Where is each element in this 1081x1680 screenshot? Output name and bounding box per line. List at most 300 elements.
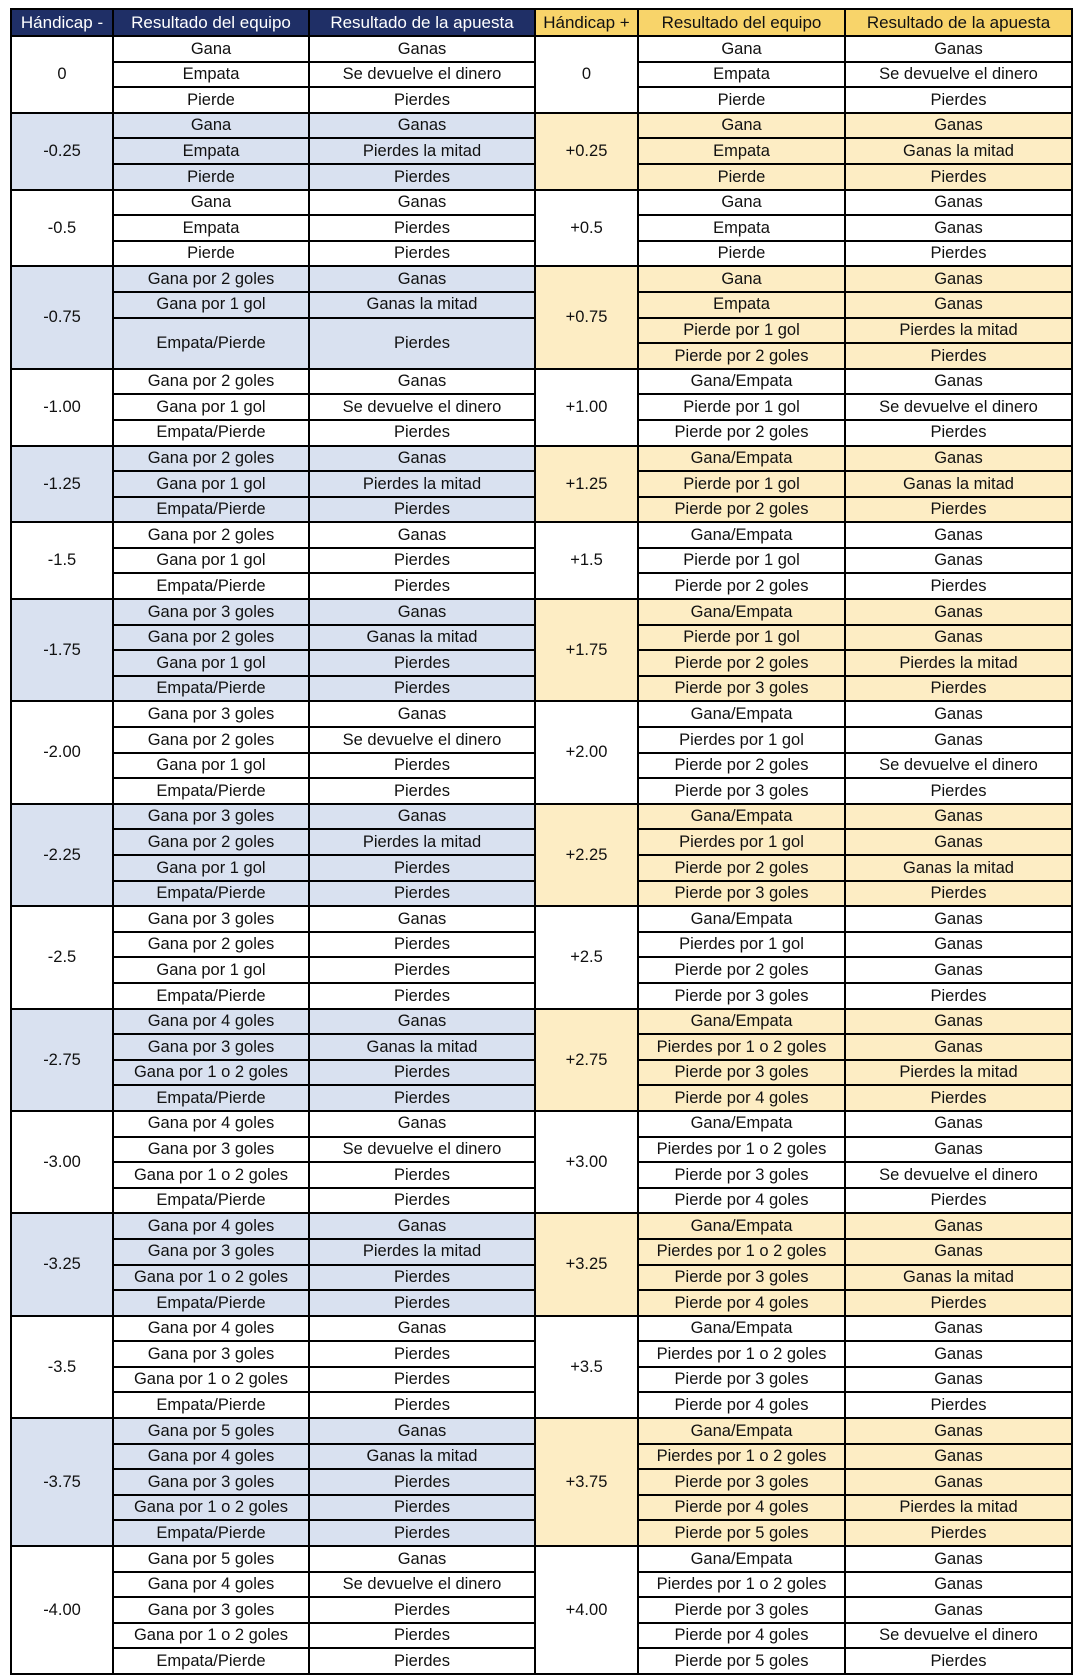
positive-bet-result: Ganas	[845, 1111, 1072, 1137]
negative-bet-result: Pierdes	[309, 1495, 535, 1521]
negative-team-result: Gana por 1 o 2 goles	[113, 1367, 309, 1393]
positive-handicap-value: 0	[535, 36, 638, 113]
negative-team-result: Gana por 1 o 2 goles	[113, 1495, 309, 1521]
positive-bet-result: Pierdes	[845, 881, 1072, 907]
negative-team-result: Gana por 4 goles	[113, 1009, 309, 1035]
positive-team-result: Pierdes por 1 o 2 goles	[638, 1034, 845, 1060]
positive-team-result: Gana/Empata	[638, 369, 845, 395]
positive-team-result: Pierde por 3 goles	[638, 983, 845, 1009]
negative-bet-result: Pierdes	[309, 1367, 535, 1393]
negative-team-result: Gana por 4 goles	[113, 1444, 309, 1470]
header-negative-bet-result: Resultado de la apuesta	[309, 9, 535, 36]
table-row	[11, 266, 1072, 292]
positive-team-result: Gana	[638, 266, 845, 292]
positive-team-result: Pierde	[638, 87, 845, 113]
positive-team-result: Pierdes por 1 gol	[638, 727, 845, 753]
positive-handicap-value: +2.5	[535, 906, 638, 1008]
positive-team-result: Gana/Empata	[638, 446, 845, 472]
negative-bet-result: Ganas	[309, 701, 535, 727]
negative-team-result: Empata/Pierde	[113, 1188, 309, 1214]
positive-team-result: Gana	[638, 190, 845, 216]
negative-bet-result: Ganas la mitad	[309, 625, 535, 651]
positive-handicap-value: +1.25	[535, 446, 638, 523]
negative-team-result: Gana por 1 o 2 goles	[113, 1623, 309, 1649]
positive-bet-result: Se devuelve el dinero	[845, 753, 1072, 779]
negative-team-result: Gana por 2 goles	[113, 522, 309, 548]
positive-team-result: Pierde por 4 goles	[638, 1290, 845, 1316]
negative-bet-result: Se devuelve el dinero	[309, 62, 535, 88]
positive-team-result: Pierdes por 1 o 2 goles	[638, 1341, 845, 1367]
negative-bet-result: Pierdes	[309, 881, 535, 907]
positive-bet-result: Pierdes	[845, 1392, 1072, 1418]
positive-bet-result: Pierdes	[845, 778, 1072, 804]
positive-team-result: Pierde por 2 goles	[638, 573, 845, 599]
negative-team-result: Empata/Pierde	[113, 1648, 309, 1674]
positive-bet-result: Pierdes	[845, 1290, 1072, 1316]
positive-team-result: Gana/Empata	[638, 701, 845, 727]
positive-handicap-value: +3.5	[535, 1316, 638, 1418]
negative-team-result: Empata	[113, 215, 309, 241]
negative-handicap-value: -1.25	[11, 446, 113, 523]
negative-bet-result: Ganas	[309, 1418, 535, 1444]
negative-bet-result: Ganas	[309, 1546, 535, 1572]
negative-handicap-value: -1.5	[11, 522, 113, 599]
negative-handicap-value: -3.00	[11, 1111, 113, 1213]
negative-bet-result: Pierdes	[309, 548, 535, 574]
positive-bet-result: Pierdes	[845, 1648, 1072, 1674]
positive-team-result: Pierde por 5 goles	[638, 1648, 845, 1674]
positive-team-result: Pierde por 2 goles	[638, 957, 845, 983]
negative-bet-result: Ganas la mitad	[309, 292, 535, 318]
positive-team-result: Pierde por 1 gol	[638, 625, 845, 651]
positive-team-result: Gana	[638, 113, 845, 139]
positive-bet-result: Ganas	[845, 1546, 1072, 1572]
positive-team-result: Pierdes por 1 o 2 goles	[638, 1444, 845, 1470]
positive-team-result: Pierde por 3 goles	[638, 1597, 845, 1623]
negative-team-result: Gana por 1 gol	[113, 292, 309, 318]
header-row	[11, 9, 1072, 36]
negative-bet-result: Pierdes	[309, 1085, 535, 1111]
negative-team-result: Gana	[113, 113, 309, 139]
negative-bet-result: Pierdes	[309, 1520, 535, 1546]
positive-team-result: Gana/Empata	[638, 522, 845, 548]
negative-team-result: Gana	[113, 36, 309, 62]
negative-bet-result: Pierdes	[309, 1060, 535, 1086]
negative-bet-result: Pierdes	[309, 650, 535, 676]
negative-bet-result: Ganas	[309, 599, 535, 625]
negative-handicap-value: -1.75	[11, 599, 113, 701]
negative-team-result: Empata/Pierde	[113, 1392, 309, 1418]
negative-team-result: Gana por 1 gol	[113, 471, 309, 497]
negative-team-result: Gana por 3 goles	[113, 1469, 309, 1495]
positive-handicap-value: +4.00	[535, 1546, 638, 1674]
positive-bet-result: Ganas	[845, 522, 1072, 548]
negative-bet-result: Pierdes	[309, 932, 535, 958]
negative-team-result: Empata/Pierde	[113, 420, 309, 446]
positive-bet-result: Ganas	[845, 1469, 1072, 1495]
positive-team-result: Pierde por 2 goles	[638, 855, 845, 881]
positive-team-result: Gana/Empata	[638, 1418, 845, 1444]
positive-bet-result: Ganas la mitad	[845, 1265, 1072, 1291]
positive-bet-result: Ganas	[845, 36, 1072, 62]
negative-team-result: Gana por 2 goles	[113, 266, 309, 292]
positive-bet-result: Ganas la mitad	[845, 471, 1072, 497]
negative-bet-result: Pierdes	[309, 1290, 535, 1316]
positive-bet-result: Ganas	[845, 113, 1072, 139]
positive-bet-result: Pierdes	[845, 87, 1072, 113]
positive-bet-result: Se devuelve el dinero	[845, 1623, 1072, 1649]
positive-bet-result: Pierdes	[845, 164, 1072, 190]
positive-bet-result: Pierdes	[845, 241, 1072, 267]
positive-handicap-value: +2.75	[535, 1009, 638, 1111]
negative-team-result: Gana por 3 goles	[113, 1034, 309, 1060]
negative-team-result: Pierde	[113, 164, 309, 190]
negative-team-result: Empata/Pierde	[113, 573, 309, 599]
positive-team-result: Pierde por 3 goles	[638, 778, 845, 804]
negative-team-result: Empata	[113, 138, 309, 164]
negative-team-result: Gana por 5 goles	[113, 1546, 309, 1572]
positive-bet-result: Ganas	[845, 1213, 1072, 1239]
positive-bet-result: Se devuelve el dinero	[845, 1162, 1072, 1188]
negative-bet-result: Pierdes	[309, 420, 535, 446]
negative-bet-result: Pierdes	[309, 1162, 535, 1188]
negative-team-result: Empata/Pierde	[113, 881, 309, 907]
positive-team-result: Gana/Empata	[638, 1316, 845, 1342]
positive-team-result: Pierde por 3 goles	[638, 1469, 845, 1495]
header-positive-team-result: Resultado del equipo	[638, 9, 845, 36]
positive-bet-result: Ganas	[845, 1418, 1072, 1444]
table-row	[11, 804, 1072, 830]
table-row	[11, 36, 1072, 62]
negative-team-result: Gana por 3 goles	[113, 906, 309, 932]
positive-team-result: Pierde por 1 gol	[638, 318, 845, 344]
negative-team-result: Gana por 2 goles	[113, 727, 309, 753]
negative-bet-result: Pierdes	[309, 573, 535, 599]
positive-team-result: Empata	[638, 62, 845, 88]
positive-bet-result: Ganas	[845, 369, 1072, 395]
negative-handicap-value: -1.00	[11, 369, 113, 446]
positive-bet-result: Ganas	[845, 1239, 1072, 1265]
positive-team-result: Pierde por 3 goles	[638, 1265, 845, 1291]
table-row	[11, 1111, 1072, 1137]
positive-team-result: Pierde por 3 goles	[638, 1162, 845, 1188]
negative-handicap-value: -2.25	[11, 804, 113, 906]
negative-bet-result: Pierdes	[309, 215, 535, 241]
table-row	[11, 522, 1072, 548]
table-row	[11, 906, 1072, 932]
negative-handicap-value: -2.75	[11, 1009, 113, 1111]
positive-bet-result: Ganas	[845, 906, 1072, 932]
positive-team-result: Pierde por 2 goles	[638, 497, 845, 523]
negative-team-result: Gana por 3 goles	[113, 1597, 309, 1623]
positive-team-result: Pierde por 3 goles	[638, 676, 845, 702]
positive-team-result: Pierdes por 1 gol	[638, 829, 845, 855]
positive-handicap-value: +2.25	[535, 804, 638, 906]
positive-team-result: Gana	[638, 36, 845, 62]
negative-bet-result: Pierdes	[309, 778, 535, 804]
negative-team-result: Empata/Pierde	[113, 318, 309, 369]
negative-bet-result: Ganas	[309, 190, 535, 216]
positive-bet-result: Ganas	[845, 727, 1072, 753]
handicap-table	[10, 8, 1073, 1675]
positive-bet-result: Pierdes la mitad	[845, 318, 1072, 344]
positive-bet-result: Se devuelve el dinero	[845, 62, 1072, 88]
negative-bet-result: Pierdes	[309, 753, 535, 779]
negative-handicap-value: -0.25	[11, 113, 113, 190]
negative-team-result: Empata	[113, 62, 309, 88]
positive-team-result: Pierdes por 1 o 2 goles	[638, 1137, 845, 1163]
negative-handicap-value: -4.00	[11, 1546, 113, 1674]
negative-bet-result: Ganas	[309, 113, 535, 139]
negative-bet-result: Pierdes la mitad	[309, 471, 535, 497]
positive-bet-result: Ganas	[845, 1341, 1072, 1367]
negative-bet-result: Pierdes	[309, 497, 535, 523]
positive-bet-result: Ganas	[845, 548, 1072, 574]
negative-bet-result: Pierdes	[309, 241, 535, 267]
positive-team-result: Pierde por 3 goles	[638, 881, 845, 907]
positive-team-result: Pierde	[638, 164, 845, 190]
negative-team-result: Gana por 3 goles	[113, 701, 309, 727]
negative-team-result: Gana por 1 gol	[113, 394, 309, 420]
negative-handicap-value: -0.5	[11, 190, 113, 267]
positive-team-result: Gana/Empata	[638, 1111, 845, 1137]
positive-bet-result: Pierdes la mitad	[845, 1060, 1072, 1086]
negative-team-result: Gana por 3 goles	[113, 1239, 309, 1265]
negative-team-result: Gana por 1 gol	[113, 855, 309, 881]
positive-team-result: Pierdes por 1 o 2 goles	[638, 1572, 845, 1598]
positive-bet-result: Ganas	[845, 1034, 1072, 1060]
negative-bet-result: Se devuelve el dinero	[309, 1137, 535, 1163]
negative-team-result: Empata/Pierde	[113, 778, 309, 804]
negative-bet-result: Pierdes	[309, 1188, 535, 1214]
negative-team-result: Empata/Pierde	[113, 1520, 309, 1546]
negative-team-result: Gana por 3 goles	[113, 804, 309, 830]
header-positive-bet-result: Resultado de la apuesta	[845, 9, 1072, 36]
positive-team-result: Pierde por 4 goles	[638, 1623, 845, 1649]
positive-team-result: Pierde por 3 goles	[638, 1367, 845, 1393]
negative-bet-result: Pierdes	[309, 1265, 535, 1291]
negative-bet-result: Pierdes	[309, 318, 535, 369]
negative-bet-result: Pierdes	[309, 1341, 535, 1367]
positive-bet-result: Pierdes	[845, 343, 1072, 369]
table-row	[11, 113, 1072, 139]
table-row	[11, 701, 1072, 727]
positive-team-result: Pierdes por 1 gol	[638, 932, 845, 958]
positive-bet-result: Pierdes la mitad	[845, 1495, 1072, 1521]
negative-bet-result: Pierdes	[309, 1597, 535, 1623]
negative-team-result: Gana por 3 goles	[113, 1341, 309, 1367]
positive-bet-result: Se devuelve el dinero	[845, 394, 1072, 420]
positive-bet-result: Pierdes la mitad	[845, 650, 1072, 676]
negative-team-result: Gana por 1 gol	[113, 548, 309, 574]
negative-bet-result: Ganas	[309, 36, 535, 62]
positive-bet-result: Ganas	[845, 1137, 1072, 1163]
negative-bet-result: Pierdes	[309, 983, 535, 1009]
negative-team-result: Gana por 2 goles	[113, 369, 309, 395]
positive-bet-result: Ganas	[845, 701, 1072, 727]
positive-team-result: Pierde	[638, 241, 845, 267]
table-row	[11, 1316, 1072, 1342]
negative-handicap-value: -3.25	[11, 1213, 113, 1315]
negative-team-result: Gana por 2 goles	[113, 932, 309, 958]
positive-bet-result: Ganas	[845, 957, 1072, 983]
negative-team-result: Empata/Pierde	[113, 676, 309, 702]
table-row	[11, 190, 1072, 216]
positive-bet-result: Ganas	[845, 292, 1072, 318]
table-row	[11, 1546, 1072, 1572]
negative-team-result: Gana por 2 goles	[113, 829, 309, 855]
negative-handicap-value: -3.75	[11, 1418, 113, 1546]
negative-bet-result: Pierdes	[309, 1623, 535, 1649]
positive-handicap-value: +3.00	[535, 1111, 638, 1213]
positive-bet-result: Ganas	[845, 190, 1072, 216]
negative-team-result: Gana por 2 goles	[113, 625, 309, 651]
negative-team-result: Gana por 1 gol	[113, 650, 309, 676]
negative-team-result: Gana	[113, 190, 309, 216]
negative-bet-result: Se devuelve el dinero	[309, 1572, 535, 1598]
positive-bet-result: Ganas	[845, 1316, 1072, 1342]
positive-bet-result: Ganas	[845, 1572, 1072, 1598]
negative-handicap-value: -2.00	[11, 701, 113, 803]
positive-team-result: Pierde por 2 goles	[638, 343, 845, 369]
negative-team-result: Gana por 1 o 2 goles	[113, 1162, 309, 1188]
positive-bet-result: Ganas la mitad	[845, 855, 1072, 881]
positive-team-result: Gana/Empata	[638, 804, 845, 830]
negative-handicap-value: -2.5	[11, 906, 113, 1008]
negative-team-result: Gana por 2 goles	[113, 446, 309, 472]
negative-team-result: Gana por 3 goles	[113, 599, 309, 625]
negative-handicap-value: -3.5	[11, 1316, 113, 1418]
negative-team-result: Empata/Pierde	[113, 497, 309, 523]
table-row	[11, 369, 1072, 395]
positive-handicap-value: +0.25	[535, 113, 638, 190]
positive-team-result: Empata	[638, 215, 845, 241]
negative-bet-result: Pierdes	[309, 855, 535, 881]
negative-bet-result: Ganas	[309, 804, 535, 830]
negative-bet-result: Pierdes la mitad	[309, 829, 535, 855]
positive-team-result: Gana/Empata	[638, 906, 845, 932]
positive-team-result: Pierde por 2 goles	[638, 650, 845, 676]
negative-bet-result: Pierdes	[309, 87, 535, 113]
negative-bet-result: Pierdes	[309, 164, 535, 190]
header-positive-handicap: Hándicap +	[535, 9, 638, 36]
negative-team-result: Gana por 4 goles	[113, 1316, 309, 1342]
negative-bet-result: Ganas la mitad	[309, 1034, 535, 1060]
positive-team-result: Pierdes por 1 o 2 goles	[638, 1239, 845, 1265]
negative-bet-result: Pierdes	[309, 957, 535, 983]
positive-bet-result: Pierdes	[845, 983, 1072, 1009]
negative-bet-result: Ganas	[309, 1009, 535, 1035]
positive-team-result: Pierde por 4 goles	[638, 1495, 845, 1521]
positive-team-result: Pierde por 1 gol	[638, 394, 845, 420]
positive-bet-result: Pierdes	[845, 1188, 1072, 1214]
negative-team-result: Gana por 3 goles	[113, 1137, 309, 1163]
table-row	[11, 446, 1072, 472]
negative-bet-result: Ganas	[309, 266, 535, 292]
positive-bet-result: Ganas	[845, 215, 1072, 241]
table-row	[11, 599, 1072, 625]
negative-team-result: Pierde	[113, 87, 309, 113]
positive-bet-result: Ganas la mitad	[845, 138, 1072, 164]
table-row	[11, 1418, 1072, 1444]
positive-bet-result: Ganas	[845, 266, 1072, 292]
positive-handicap-value: +0.5	[535, 190, 638, 267]
negative-bet-result: Se devuelve el dinero	[309, 727, 535, 753]
positive-team-result: Pierde por 5 goles	[638, 1520, 845, 1546]
negative-bet-result: Ganas	[309, 1213, 535, 1239]
positive-team-result: Empata	[638, 292, 845, 318]
positive-bet-result: Ganas	[845, 932, 1072, 958]
negative-team-result: Empata/Pierde	[113, 1085, 309, 1111]
negative-team-result: Gana por 4 goles	[113, 1213, 309, 1239]
table-row	[11, 1009, 1072, 1035]
positive-team-result: Pierde por 2 goles	[638, 753, 845, 779]
positive-team-result: Pierde por 2 goles	[638, 420, 845, 446]
positive-handicap-value: +3.25	[535, 1213, 638, 1315]
positive-handicap-value: +2.00	[535, 701, 638, 803]
positive-bet-result: Pierdes	[845, 676, 1072, 702]
negative-bet-result: Ganas	[309, 446, 535, 472]
positive-bet-result: Pierdes	[845, 573, 1072, 599]
positive-bet-result: Ganas	[845, 446, 1072, 472]
negative-team-result: Gana por 1 o 2 goles	[113, 1060, 309, 1086]
negative-team-result: Gana por 5 goles	[113, 1418, 309, 1444]
negative-bet-result: Pierdes	[309, 676, 535, 702]
negative-handicap-value: 0	[11, 36, 113, 113]
positive-team-result: Pierde por 4 goles	[638, 1188, 845, 1214]
table-row	[11, 1213, 1072, 1239]
positive-bet-result: Ganas	[845, 1597, 1072, 1623]
negative-team-result: Pierde	[113, 241, 309, 267]
positive-bet-result: Ganas	[845, 1444, 1072, 1470]
positive-bet-result: Pierdes	[845, 1085, 1072, 1111]
negative-bet-result: Ganas	[309, 522, 535, 548]
positive-handicap-value: +0.75	[535, 266, 638, 368]
positive-team-result: Gana/Empata	[638, 1546, 845, 1572]
negative-bet-result: Ganas	[309, 1316, 535, 1342]
positive-bet-result: Ganas	[845, 804, 1072, 830]
positive-team-result: Pierde por 3 goles	[638, 1060, 845, 1086]
negative-team-result: Gana por 1 o 2 goles	[113, 1265, 309, 1291]
positive-bet-result: Ganas	[845, 625, 1072, 651]
positive-team-result: Empata	[638, 138, 845, 164]
negative-bet-result: Ganas	[309, 906, 535, 932]
negative-bet-result: Pierdes la mitad	[309, 138, 535, 164]
positive-handicap-value: +1.00	[535, 369, 638, 446]
header-negative-handicap: Hándicap -	[11, 9, 113, 36]
positive-bet-result: Pierdes	[845, 420, 1072, 446]
header-negative-team-result: Resultado del equipo	[113, 9, 309, 36]
positive-team-result: Pierde por 1 gol	[638, 471, 845, 497]
positive-team-result: Pierde por 4 goles	[638, 1085, 845, 1111]
negative-bet-result: Ganas	[309, 369, 535, 395]
negative-team-result: Gana por 1 gol	[113, 957, 309, 983]
positive-bet-result: Pierdes	[845, 497, 1072, 523]
positive-bet-result: Ganas	[845, 1367, 1072, 1393]
positive-handicap-value: +3.75	[535, 1418, 638, 1546]
negative-bet-result: Pierdes	[309, 1469, 535, 1495]
negative-team-result: Gana por 1 gol	[113, 753, 309, 779]
positive-bet-result: Ganas	[845, 1009, 1072, 1035]
negative-team-result: Empata/Pierde	[113, 983, 309, 1009]
positive-handicap-value: +1.5	[535, 522, 638, 599]
negative-team-result: Gana por 4 goles	[113, 1572, 309, 1598]
positive-handicap-value: +1.75	[535, 599, 638, 701]
negative-bet-result: Pierdes la mitad	[309, 1239, 535, 1265]
positive-team-result: Gana/Empata	[638, 599, 845, 625]
negative-team-result: Gana por 4 goles	[113, 1111, 309, 1137]
negative-handicap-value: -0.75	[11, 266, 113, 368]
